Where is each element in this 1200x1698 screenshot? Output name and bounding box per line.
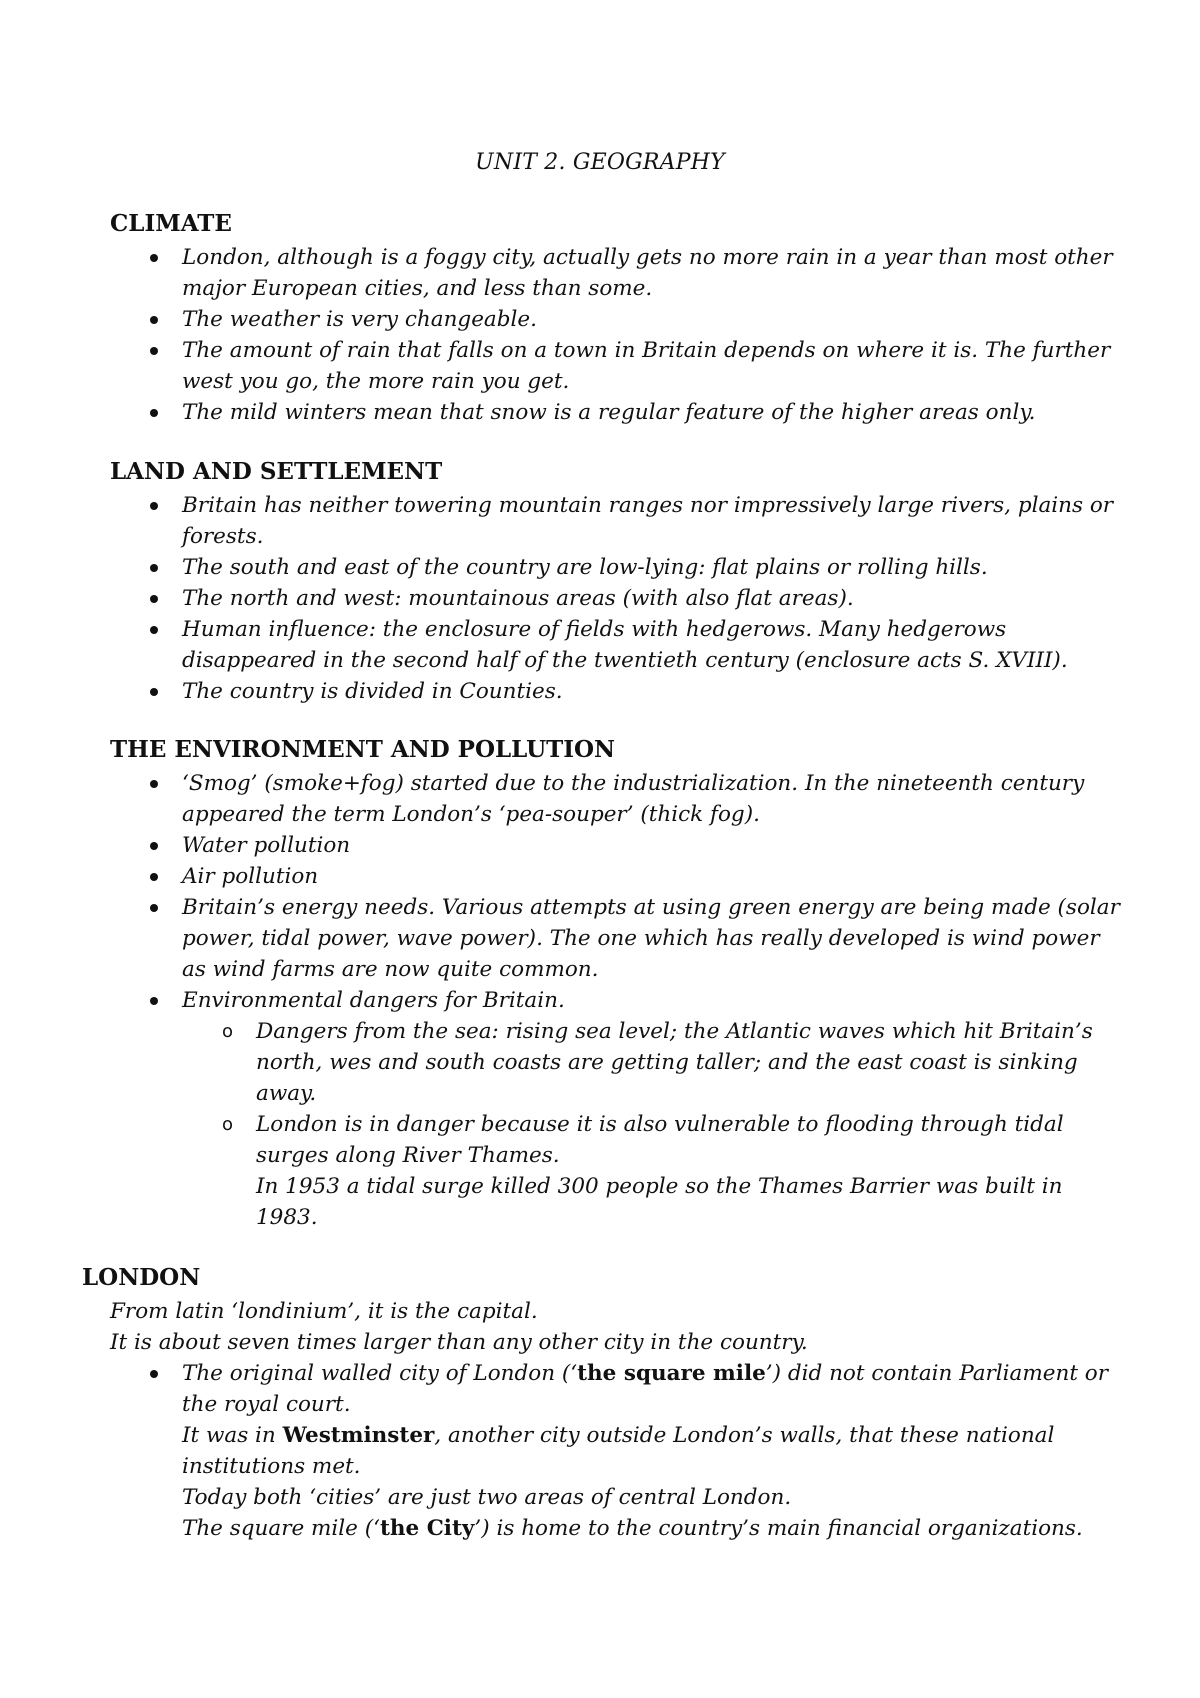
bold-term: the City — [379, 1516, 475, 1541]
bold-term: Westminster — [282, 1423, 435, 1448]
text-run: , another city outside London’s walls, that these national institutions met. — [182, 1423, 1055, 1479]
environment-list — [182, 768, 1122, 1233]
land-list — [182, 490, 1122, 707]
text-run: It was in — [182, 1423, 283, 1448]
text-run: ’) did not contain Parliament or the royal court. — [182, 1361, 1109, 1417]
sub-list-item-text: London is in danger because it is also vulnerable to flooding through tidal surges along River Thames. — [256, 1112, 1064, 1168]
climate-list — [182, 242, 1122, 428]
bold-term: the square mile — [577, 1361, 766, 1386]
list-item: ‘Smog’ (smoke+fog) started due to the industrialization. In the nineteenth century appeared the term London’s ‘pea-souper’ (thick fog). — [182, 768, 1122, 830]
list-item-text: Environmental dangers for Britain. — [182, 988, 565, 1013]
section-heading-climate: CLIMATE — [110, 210, 232, 237]
list-item: Britain’s energy needs. Various attempts at using green energy are being made (solar power, tidal power, wave power). The one which has really developed is wind power as wind farms are now quite common. — [182, 892, 1122, 985]
list-item: London, although is a foggy city, actually gets no more rain in a year than most other major European cities, and less than some. — [182, 242, 1122, 304]
list-item: The mild winters mean that snow is a regular feature of the higher areas only. — [182, 397, 1122, 428]
section-heading-london: LONDON — [82, 1264, 201, 1291]
london-intro-1: From latin ‘londinium’, it is the capital. — [110, 1299, 538, 1324]
list-item: Britain has neither towering mountain ranges nor impressively large rivers, plains or forests. — [182, 490, 1122, 552]
sub-list-note: In 1953 a tidal surge killed 300 people so the Thames Barrier was built in 1983. — [256, 1174, 1063, 1230]
list-item: The weather is very changeable. — [182, 304, 1122, 335]
list-item: The amount of rain that falls on a town in Britain depends on where it is. The further west you go, the more rain you get. — [182, 335, 1122, 397]
page-title: UNIT 2. GEOGRAPHY — [475, 150, 725, 175]
list-item: The north and west: mountainous areas (with also flat areas). — [182, 583, 1122, 614]
sub-list-item — [256, 1109, 1106, 1233]
list-item: The south and east of the country are low-lying: flat plains or rolling hills. — [182, 552, 1122, 583]
section-heading-environment: THE ENVIRONMENT AND POLLUTION — [110, 736, 616, 763]
text-run: The original walled city of London (‘ — [182, 1361, 578, 1386]
list-item: Air pollution — [182, 861, 1122, 892]
list-item — [182, 985, 1122, 1233]
list-item: Human influence: the enclosure of fields with hedgerows. Many hedgerows disappeared in the second half of the twentieth century (enclosure acts S. XVIII). — [182, 614, 1122, 676]
london-list — [182, 1358, 1122, 1544]
list-item: Water pollution — [182, 830, 1122, 861]
environment-sublist — [256, 1016, 1106, 1233]
section-heading-land: LAND AND SETTLEMENT — [110, 458, 443, 485]
sub-list-item: o Dangers from the sea: rising sea level; the Atlantic waves which hit Britain’s north, wes and south coasts are getting taller; and the east coast is sinking away. — [256, 1016, 1106, 1109]
london-intro-2: It is about seven times larger than any other city in the country. — [110, 1330, 808, 1355]
text-run: ’) is home to the country’s main financial organizations. — [474, 1516, 1083, 1541]
text-run: Today both ‘cities’ are just two areas of central London. — [182, 1485, 792, 1510]
list-item: The country is divided in Counties. — [182, 676, 1122, 707]
list-item — [182, 1358, 1122, 1544]
text-run: The square mile (‘ — [182, 1516, 380, 1541]
